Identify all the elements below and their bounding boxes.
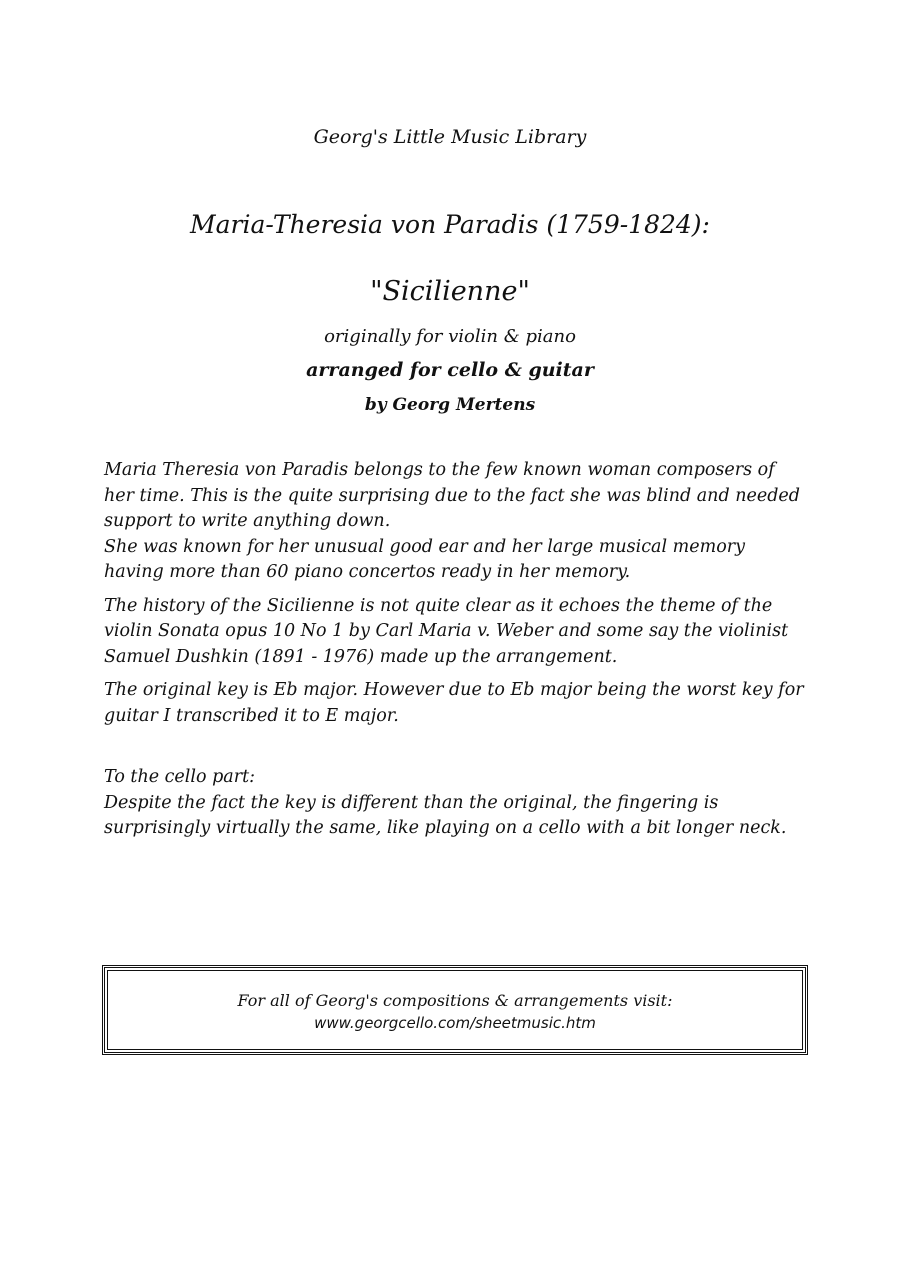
cello-text: Despite the fact the key is different than the original, the fingering is surprisingly virtually the same, like playing on a cello with a bit longer neck. xyxy=(104,792,787,838)
paragraph-history: The history of the Sicilienne is not quite clear as it echoes the theme of the violin Sonata opus 10 No 1 by Carl Maria v. Weber and some say the violinist Samuel Dushkin (1891 - 1976) made up the arrangement. xyxy=(104,595,789,667)
arrangement-line: arranged for cello & guitar xyxy=(306,359,594,381)
website-box xyxy=(102,965,808,1055)
library-title: Georg's Little Music Library xyxy=(313,126,587,148)
composer-line: Maria-Theresia von Paradis (1759-1824): xyxy=(190,210,710,239)
paragraph-key: The original key is Eb major. However due to Eb major being the worst key for guitar I transcribed it to E major. xyxy=(104,680,804,726)
original-instrumentation: originally for violin & piano xyxy=(324,326,576,347)
description-body xyxy=(104,458,804,850)
website-url[interactable]: www.georgcello.com/sheetmusic.htm xyxy=(314,1014,596,1032)
website-box-caption: For all of Georg's compositions & arrangements visit: xyxy=(237,991,673,1010)
work-title: "Sicilienne" xyxy=(370,276,530,307)
paragraph-intro-line1: Maria Theresia von Paradis belongs to the few known woman composers of her time. This is the quite surprising due to the fact she was blind and needed support to write anything down. xyxy=(104,460,800,531)
website-box-content xyxy=(105,990,805,1034)
paragraph-intro-line2: She was known for her unusual good ear and her large musical memory having more than 60 piano concertos ready in her memory. xyxy=(104,536,745,582)
arranger-line: by Georg Mertens xyxy=(364,395,536,415)
cello-heading: To the cello part: xyxy=(104,767,256,787)
paragraph-intro xyxy=(104,458,804,586)
paragraph-cello xyxy=(104,765,804,842)
